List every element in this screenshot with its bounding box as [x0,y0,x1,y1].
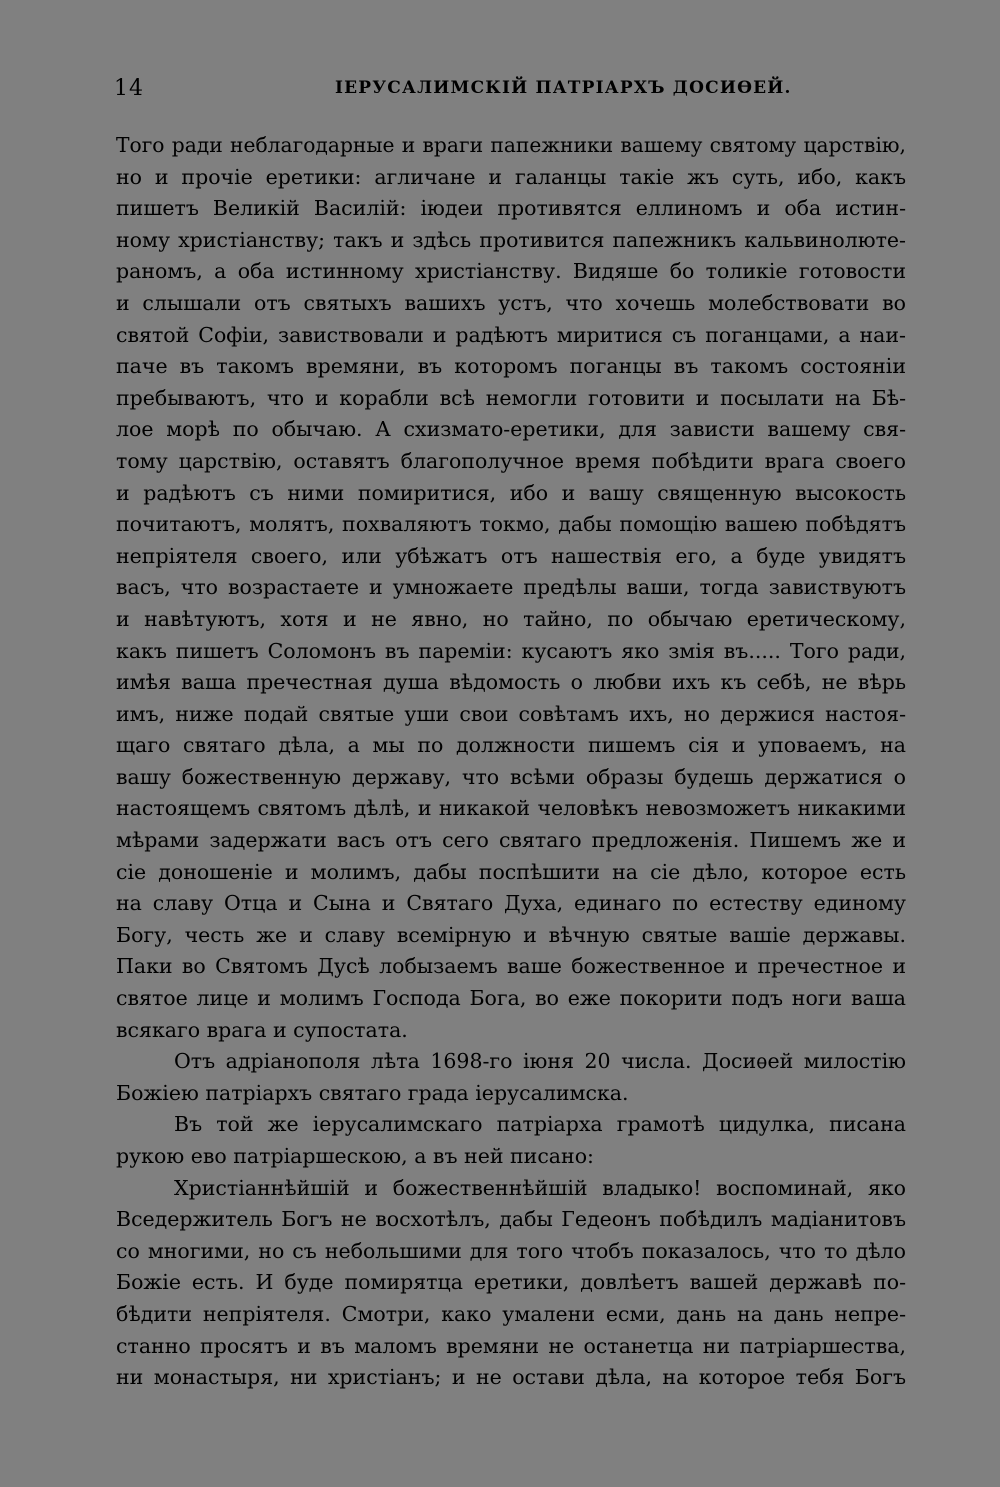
text-line: станно просятъ и въ маломъ времяни не останетца ни патріаршества, [116,1333,906,1358]
text-line: тому царствію, оставятъ благополучное время побѣдити врага своего [116,448,906,473]
text-line: почитаютъ, молятъ, похваляютъ токмо, дабы помощію вашею побѣдятъ [116,512,906,537]
text-line: и навѣтуютъ, хотя и не явно, но тайно, по обычаю еретическому, [116,606,906,631]
running-title: ІЕРУСАЛИМСКІЙ ПАТРІАРХЪ ДОСИѲЕЙ. [335,78,792,98]
text-line: паче въ такомъ времяни, въ которомъ поганцы въ такомъ состояніи [116,354,906,379]
text-line: рукою ево патріаршескою, а въ ней писано: [116,1144,594,1168]
text-line: Паки во Святомъ Дусѣ лобызаемъ ваше божественное и пречестное и [116,954,906,979]
text-line: ни монастыря, ни христіанъ; и не остави дѣла, на которое тебя Богъ [116,1365,906,1390]
page-number: 14 [114,76,144,101]
text-line: имѣя ваша пречестная душа вѣдомость о любви ихъ къ себѣ, не вѣрь [116,670,906,695]
text-line: щаго святаго дѣла, а мы по должности пишемъ сія и уповаемъ, на [116,733,906,758]
text-line: непріятеля своего, или убѣжатъ отъ нашествія его, а буде увидятъ [116,543,906,568]
text-line: на славу Отца и Сына и Святаго Духа, единаго по естеству единому [116,891,906,916]
text-line: настоящемъ святомъ дѣлѣ, и никакой человѣкъ невозможетъ никакими [116,796,906,821]
text-line: и слышали отъ святыхъ вашихъ устъ, что хочешь молебствовати во [116,290,906,315]
text-line: сіе доношеніе и молимъ, дабы поспѣшити на сіе дѣло, которое есть [116,859,906,884]
text-line: Отъ адріанополя лѣта 1698-го іюня 20 числа. Досиѳей милостію [174,1049,906,1074]
text-line: и радѣютъ съ ними помиритися, ибо и вашу священную высокость [116,480,906,505]
text-line: имъ, ниже подай святые уши свои совѣтамъ ихъ, но держися настоя- [116,701,906,726]
text-line: васъ, что возрастаете и умножаете предѣлы ваши, тогда завиствуютъ [116,575,906,600]
text-line: святое лице и молимъ Господа Бога, во еже покорити подъ ноги ваша [116,986,906,1011]
text-line: но и прочіе еретики: агличане и галанцы такіе жъ суть, ибо, какъ [116,164,906,189]
text-line: пребываютъ, что и корабли всѣ немогли готовити и посылати на Бѣ- [116,385,906,410]
text-line: бѣдити непріятеля. Смотри, како умалени есми, дань на дань непре- [116,1301,906,1326]
text-line: со многими, но съ небольшими для того чтобъ показалось, что то дѣло [116,1238,906,1263]
text-line: какъ пишетъ Соломонъ въ пареміи: кусаютъ яко змія въ..... Того ради, [116,638,906,663]
text-line: мѣрами задержати васъ отъ сего святаго предложенія. Пишемъ же и [116,828,906,853]
text-line: вашу божественную державу, что всѣми образы будешь держатися о [116,764,906,789]
body-text [116,130,906,1394]
text-line: Богу, честь же и славу всемірную и вѣчную святые вашіе державы. [116,922,906,947]
text-line: Въ той же іерусалимскаго патріарха грамотѣ цидулка, писана [174,1112,906,1137]
text-line: Того ради неблагодарные и враги папежники вашему святому царствію, [116,133,906,157]
text-line: раномъ, а оба истинному христіанству. Видяше бо толикіе готовости [116,259,906,284]
text-line: Божіе есть. И буде помирятца еретики, довлѣетъ вашей державѣ по- [116,1270,906,1295]
text-line: пишетъ Великій Василій: іюдеи противятся еллиномъ и оба истин- [116,196,906,221]
text-line: ному христіанству; такъ и здѣсь противится папежникъ кальвинолюте- [116,227,906,252]
text-line: лое морѣ по обычаю. А схизмато-еретики, для зависти вашему свя- [116,417,906,442]
text-line: всякаго врага и супостата. [116,1017,408,1042]
text-line: Христіаннѣйшій и божественнѣйшій владыко! воспоминай, яко [174,1175,906,1200]
text-line: Божіею патріархъ святаго града іерусалимска. [116,1080,629,1105]
text-line: Вседержитель Богъ не восхотѣлъ, дабы Гедеонъ побѣдилъ мадіанитовъ [116,1207,906,1232]
text-line: святой Софіи, завиствовали и радѣютъ миритися съ поганцами, а наи- [116,322,906,347]
